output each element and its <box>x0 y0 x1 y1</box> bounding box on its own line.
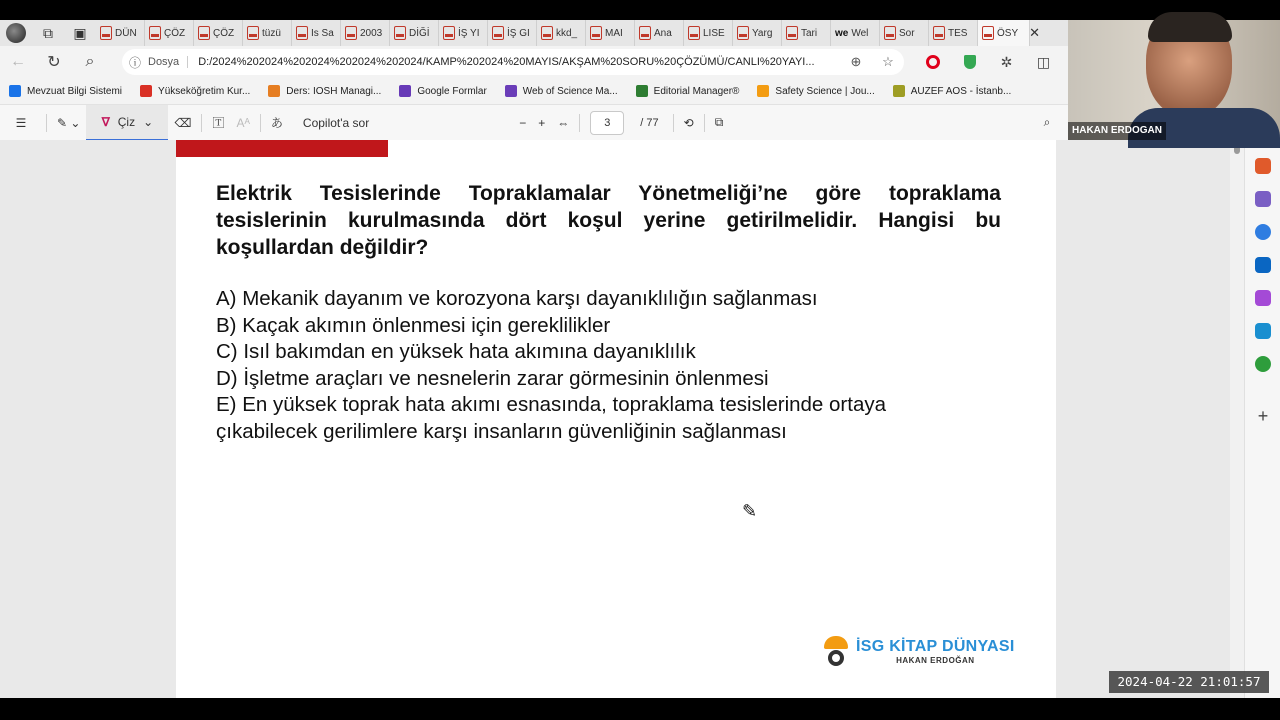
browser-tab[interactable] <box>292 20 341 46</box>
browser-tab[interactable] <box>488 20 537 46</box>
browser-tab[interactable] <box>390 20 439 46</box>
bookmark-label: AUZEF AOS - İstanb... <box>910 85 1012 97</box>
workspaces-icon[interactable]: ⧉ <box>43 24 53 41</box>
bookmarks-bar <box>0 78 1068 104</box>
translate-icon[interactable]: あ <box>270 116 283 130</box>
highlight-icon[interactable]: ✎ ⌄ <box>57 115 81 130</box>
bookmark-label: Yükseköğretim Kur... <box>158 85 251 97</box>
copilot-button[interactable]: Copilot'a sor <box>302 115 370 130</box>
answer-option: A) Mekanik dayanım ve korozyona karşı dayanıklılığın sağlanması <box>216 287 818 310</box>
draw-pen-icon: ∇ <box>101 114 110 129</box>
tab-label: Wel <box>851 27 869 39</box>
bookmark-favicon-icon <box>893 85 905 97</box>
answer-option: E) En yüksek toprak hata akımı esnasında, topraklama tesislerinde ortaya çıkabilecek gerilimlere karşı insanların güvenliğinin sağlanması <box>216 393 887 443</box>
bookmark-favicon-icon <box>9 85 21 97</box>
sidebar-tools-icon[interactable] <box>1255 158 1271 174</box>
url-text[interactable]: D:/2024%202024%202024%202024%202024/KAMP%202024%20MAYIS/AKŞAM%20SORU%20ÇÖZÜMÜ/CANLI%20YAYI... <box>198 56 815 68</box>
tab-label: TES <box>948 27 968 39</box>
presenter-name: HAKAN ERDOGAN <box>1068 122 1166 140</box>
read-aloud-icon[interactable]: Aᴬ <box>236 115 250 130</box>
chevron-down-icon: ⌄ <box>143 114 154 129</box>
browser-tab[interactable] <box>684 20 733 46</box>
tab-label: Sor <box>899 27 915 39</box>
tab-strip <box>0 20 1068 46</box>
website-icon: we <box>835 27 849 39</box>
rotate-icon[interactable]: ⟲ <box>683 115 694 130</box>
bookmark-favicon-icon <box>268 85 280 97</box>
extensions-area <box>914 46 1062 78</box>
pdf-file-icon <box>198 26 210 40</box>
browser-window <box>0 20 1068 140</box>
pdf-file-icon <box>982 26 994 40</box>
letterbox-top <box>0 0 1280 20</box>
tab-label: ÖSY <box>997 27 1019 39</box>
pdf-toolbar <box>0 104 1068 140</box>
divider <box>46 114 47 132</box>
pdf-file-icon <box>247 26 259 40</box>
zoom-icon[interactable]: ⊕ <box>850 54 862 69</box>
tab-label: İŞ GI <box>507 27 530 39</box>
browser-tab[interactable] <box>929 20 978 46</box>
pdf-file-icon <box>737 26 749 40</box>
opera-extension-icon[interactable] <box>914 55 951 69</box>
address-bar-row <box>0 46 1068 78</box>
split-screen-icon[interactable]: ◫ <box>1036 53 1051 70</box>
pdf-file-icon <box>492 26 504 40</box>
pen-cursor-icon: ✎ <box>742 501 758 521</box>
bookmark-favicon-icon <box>505 85 517 97</box>
tab-label: MAI <box>605 27 623 39</box>
bookmark-item[interactable] <box>259 85 390 97</box>
webcam-overlay <box>1068 20 1280 140</box>
contents-icon[interactable]: ☰ <box>15 115 27 130</box>
pdf-file-icon <box>688 26 700 40</box>
answer-options <box>216 286 976 445</box>
bookmark-item[interactable] <box>627 85 749 97</box>
bookmark-favicon-icon <box>757 85 769 97</box>
bookmark-label: Safety Science | Jou... <box>775 85 875 97</box>
favorite-star-icon[interactable]: ☆ <box>882 54 894 69</box>
sidebar-send-icon[interactable] <box>1255 323 1271 339</box>
close-tab-icon[interactable]: ✕ <box>1029 25 1041 40</box>
tab-label: Is Sa <box>311 27 334 39</box>
question-text: Elektrik Tesislerinde Topraklamalar Yönetmeliği’ne göre topraklama tesislerinin kurulmasında dört koşul yerine getirilmelidir. Hangisi bu koşullardan değildir? <box>216 182 1001 259</box>
divider <box>260 114 261 132</box>
address-bar[interactable] <box>122 49 904 75</box>
shield-extension-icon[interactable] <box>951 55 988 69</box>
fit-width-icon[interactable]: ⇔ <box>557 115 570 130</box>
tab-label: ÇÖZ <box>213 27 235 39</box>
bookmark-item[interactable] <box>496 85 627 97</box>
pdf-file-icon <box>639 26 651 40</box>
recording-timestamp: 2024-04-22 21:01:57 <box>1109 671 1269 693</box>
tab-label: DÜN <box>115 27 137 39</box>
tab-label: Tari <box>801 27 818 39</box>
browser-tab[interactable] <box>145 20 194 46</box>
sidebar-copilot-icon[interactable] <box>1255 224 1271 240</box>
divider <box>201 114 202 132</box>
bookmark-label: Google Formlar <box>417 85 487 97</box>
bookmark-item[interactable] <box>884 85 1021 97</box>
logo-subtitle: HAKAN ERDOĞAN <box>896 655 975 665</box>
presenter-hair <box>1148 12 1232 42</box>
tab-label: kkd_ <box>556 27 578 39</box>
browser-tab[interactable] <box>880 20 929 46</box>
tab-list <box>96 20 1041 46</box>
browser-tab[interactable] <box>537 20 586 46</box>
side-panel <box>1244 140 1280 698</box>
page-view-icon[interactable]: ⧉ <box>714 115 724 129</box>
sidebar-add-icon[interactable]: + <box>1257 406 1269 426</box>
header-red-bar <box>176 140 388 157</box>
bookmark-favicon-icon <box>399 85 411 97</box>
draw-button[interactable] <box>86 105 168 141</box>
back-arrow-icon[interactable]: ← <box>10 53 26 70</box>
tab-label: İŞ YI <box>458 27 480 39</box>
extensions-puzzle-icon[interactable]: ✲ <box>1000 53 1013 70</box>
answer-option: C) Isıl bakımdan en yüksek hata akımına dayanıklılık <box>216 340 696 363</box>
text-box-icon[interactable]: 🅃 <box>212 116 225 130</box>
pdf-file-icon <box>590 26 602 40</box>
divider <box>704 114 705 132</box>
tab-label: tüzü <box>262 27 281 39</box>
page-total-label: / 77 <box>640 116 659 129</box>
logo-title: İSG KİTAP DÜNYASI <box>856 637 1015 655</box>
browser-tab[interactable] <box>978 20 1041 46</box>
pdf-file-icon <box>100 26 112 40</box>
bookmark-favicon-icon <box>636 85 648 97</box>
info-icon[interactable]: ⓘ <box>128 55 141 70</box>
browser-tab[interactable] <box>635 20 684 46</box>
pdf-file-icon <box>786 26 798 40</box>
tab-actions-icon[interactable]: ▣ <box>73 24 87 41</box>
letterbox-bottom <box>0 698 1280 720</box>
zoom-out-icon[interactable]: − <box>519 115 527 130</box>
pdf-file-icon <box>933 26 945 40</box>
bookmark-favicon-icon <box>140 85 152 97</box>
eraser-icon[interactable]: ⌫ <box>174 115 192 130</box>
divider <box>673 114 674 132</box>
browser-tab[interactable] <box>243 20 292 46</box>
hardhat-gear-icon <box>822 636 850 666</box>
bookmark-label: Editorial Manager® <box>653 85 740 97</box>
zoom-in-icon[interactable]: + <box>538 115 546 130</box>
bookmark-label: Web of Science Ma... <box>522 85 618 97</box>
profile-button[interactable] <box>0 20 32 46</box>
sidebar-outlook-icon[interactable] <box>1255 257 1271 273</box>
pdf-file-icon <box>443 26 455 40</box>
pdf-file-icon <box>296 26 308 40</box>
bookmark-item[interactable] <box>390 85 495 97</box>
bookmark-label: Ders: IOSH Managi... <box>286 85 382 97</box>
pdf-file-icon <box>541 26 553 40</box>
tab-label: DİĞİ <box>409 27 430 39</box>
divider <box>579 114 580 132</box>
profile-avatar <box>6 23 26 43</box>
tab-label: LISE <box>703 27 725 39</box>
bookmark-item[interactable] <box>748 85 883 97</box>
page-number-input[interactable]: 3 <box>590 111 624 135</box>
pdf-file-icon <box>345 26 357 40</box>
browser-tab[interactable] <box>782 20 831 46</box>
search-icon[interactable]: ⌕ <box>85 53 95 70</box>
browser-tab[interactable] <box>439 20 488 46</box>
sidebar-games-icon[interactable] <box>1255 191 1271 207</box>
browser-tab[interactable] <box>96 20 145 46</box>
draw-label: Çiz <box>117 114 136 129</box>
tab-label: 2003 <box>360 27 383 39</box>
pdf-file-icon <box>884 26 896 40</box>
sidebar-designer-icon[interactable] <box>1255 290 1271 306</box>
url-scheme-label: Dosya <box>148 56 188 68</box>
publisher-logo <box>822 636 1015 666</box>
bookmark-label: Mevzuat Bilgi Sistemi <box>27 85 123 97</box>
bookmark-item[interactable] <box>0 85 131 97</box>
tab-label: ÇÖZ <box>164 27 186 39</box>
browser-tab[interactable] <box>733 20 782 46</box>
tab-label: Ana <box>654 27 672 39</box>
refresh-icon[interactable]: ↻ <box>47 54 61 71</box>
browser-tab[interactable] <box>831 20 880 46</box>
bookmark-item[interactable] <box>131 85 259 97</box>
find-search-icon[interactable]: ⌕ <box>1043 115 1051 129</box>
browser-tab[interactable] <box>194 20 243 46</box>
browser-tab[interactable] <box>341 20 390 46</box>
pdf-page <box>176 140 1056 698</box>
answer-option: B) Kaçak akımın önlenmesi için gereklilikler <box>216 313 611 337</box>
sidebar-tree-icon[interactable] <box>1255 356 1271 372</box>
vertical-scrollbar[interactable] <box>1230 140 1244 698</box>
tab-label: Yarg <box>752 27 773 39</box>
answer-option: D) İşletme araçları ve nesnelerin zarar görmesinin önlenmesi <box>216 366 769 390</box>
browser-tab[interactable] <box>586 20 635 46</box>
pdf-file-icon <box>149 26 161 40</box>
pdf-file-icon <box>394 26 406 40</box>
